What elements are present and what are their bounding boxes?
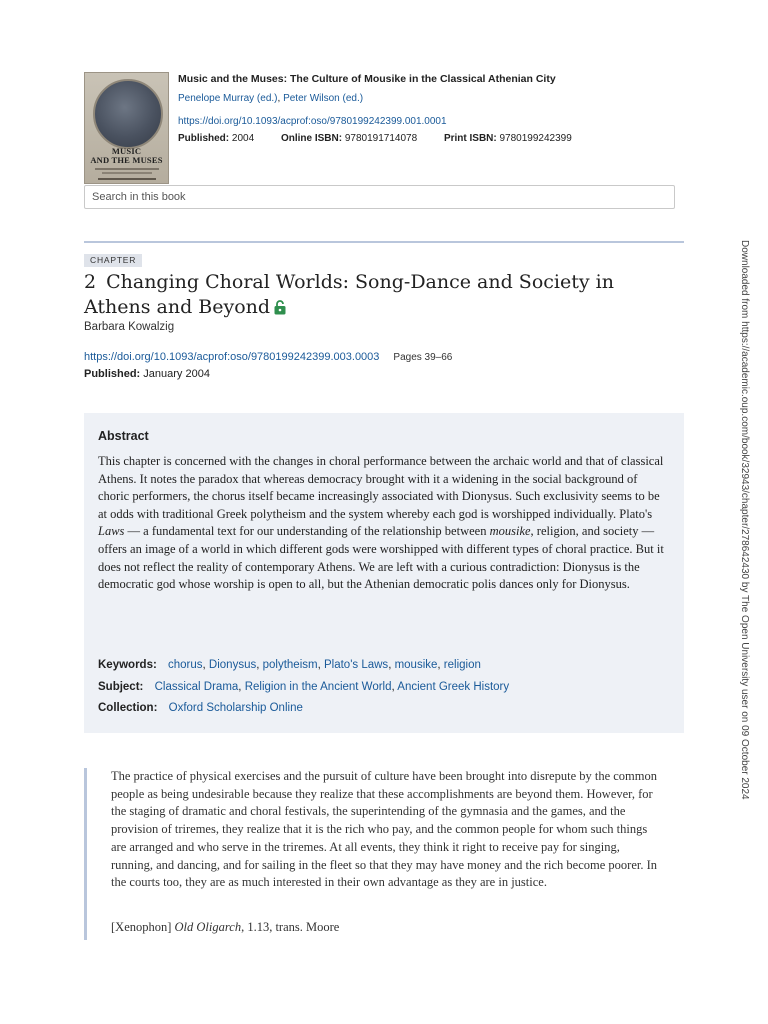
- collection-label: Collection:: [98, 702, 158, 714]
- cover-illustration: [93, 79, 163, 149]
- abstract-text-part: , religion, and society — offers an image of a world in which different gods were worshipped with different types of choral practice. But it does not reflect the reality of contemporary Athens. We are left with a curious contradiction: Dionysus is the democratic god whose worship is open to all, but the Athenian democratic polis dances only for Dionysus.: [98, 524, 664, 592]
- chapter-published-value: January 2004: [143, 368, 210, 380]
- book-title: Music and the Muses: The Culture of Mousike in the Classical Athenian City: [178, 73, 556, 85]
- cover-title-line1: MUSIC: [111, 146, 142, 156]
- epigraph-blockquote: [84, 768, 664, 940]
- epigraph-source: [111, 920, 339, 935]
- abstract-text-part: This chapter is concerned with the changes in choral performance between the archaic world and that of classical Athens. It notes the paradox that whereas democracy brought with it a widening in the social background of choric performers, the chorus itself became increasingly associated with Dionysus. Such exclusivity seems to be at odds with traditional Greek polytheism and the system whereby each god is worshipped individually. Plato's: [98, 454, 664, 521]
- cover-editors-line: [98, 178, 156, 180]
- keyword-link[interactable]: Plato's Laws: [323, 659, 389, 671]
- abstract-heading: Abstract: [98, 429, 149, 443]
- cover-subtitle-line: [95, 168, 159, 170]
- keyword-link[interactable]: polytheism: [262, 659, 318, 671]
- abstract-text-italic: Laws: [98, 524, 125, 539]
- online-isbn-label: Online ISBN:: [280, 133, 343, 144]
- keyword-link[interactable]: Dionysus: [208, 659, 257, 671]
- epigraph-source-work: Old Oligarch: [174, 920, 242, 934]
- epigraph-source-rest: , 1.13, trans. Moore: [241, 920, 340, 934]
- keyword-link[interactable]: chorus: [168, 659, 203, 671]
- download-stamp: Downloaded from https://academic.oup.com/book/32943/chapter/278642430 by The Open University user on 09 October 2024: [739, 240, 750, 800]
- chapter-title: [84, 270, 664, 322]
- epigraph-text: The practice of physical exercises and the pursuit of culture have been brought into disrepute by the common people as being undesirable because they realize that these accomplishments are beyond them. However, for the staging of dramatic and choral festivals, the superintending of the gymnasia and the games, and the provision of triremes, they realize that it is the rich who pay, and the common people for whom such things are arranged and who serve in the triremes. At all events, they think it right to receive pay for singing, running, and dancing, and for sailing in the fleet so that they may have money and the rich become poorer. In the courts too, they are as much interested in their own advantage as they are in justice.: [111, 769, 658, 890]
- chapter-published-label: Published:: [84, 368, 141, 380]
- abstract-text-italic: mousike: [489, 524, 531, 539]
- print-isbn-label: Print ISBN:: [443, 133, 497, 144]
- chapter-pages: Pages 39–66: [393, 352, 453, 363]
- editor-link[interactable]: Penelope Murray (ed.): [178, 93, 278, 104]
- collection-row: [98, 702, 303, 714]
- subject-row: Subject: Classical Drama, Religion in the Ancient World, Ancient Greek History: [98, 681, 510, 693]
- chapter-doi-row: [84, 351, 452, 363]
- abstract-text-part: — a fundamental text for our understanding of the relationship between: [124, 524, 490, 539]
- chapter-publication-date: [84, 368, 210, 380]
- chapter-badge: CHAPTER: [84, 254, 142, 267]
- cover-title-line2: AND THE MUSES: [90, 155, 163, 165]
- book-editors: [178, 93, 363, 104]
- collection-link[interactable]: Oxford Scholarship Online: [168, 702, 303, 714]
- chapter-number: 2: [84, 271, 97, 293]
- keywords-row: Keywords: chorus, Dionysus, polytheism, Plato's Laws, mousike, religion: [98, 659, 481, 671]
- editor-separator: ,: [277, 93, 284, 104]
- cover-text: [85, 147, 168, 180]
- keywords-label: Keywords:: [98, 659, 157, 671]
- book-doi-link[interactable]: https://doi.org/10.1093/acprof:oso/9780199242399.001.0001: [178, 116, 447, 127]
- subject-link[interactable]: Religion in the Ancient World: [244, 681, 392, 693]
- chapter-title-text: Changing Choral Worlds: Song-Dance and Society in Athens and Beyond: [84, 271, 614, 318]
- subject-link[interactable]: Ancient Greek History: [397, 681, 510, 693]
- section-divider: [84, 241, 684, 243]
- subject-link[interactable]: Classical Drama: [154, 681, 239, 693]
- keyword-link[interactable]: mousike: [394, 659, 438, 671]
- abstract-panel: [84, 413, 684, 733]
- search-in-book-input[interactable]: Search in this book: [84, 185, 675, 209]
- lock-open-icon: [274, 297, 286, 322]
- chapter-doi-link[interactable]: https://doi.org/10.1093/acprof:oso/9780199242399.003.0003: [84, 351, 380, 363]
- epigraph-source-author: [Xenophon]: [111, 920, 175, 934]
- book-publication-info: [178, 133, 572, 144]
- subject-label: Subject:: [98, 681, 144, 693]
- online-isbn-value: 9780191714078: [344, 133, 418, 144]
- keyword-link[interactable]: religion: [443, 659, 481, 671]
- cover-subtitle-line: [102, 172, 152, 174]
- chapter-author: Barbara Kowalzig: [84, 321, 175, 333]
- published-label: Published:: [178, 133, 230, 144]
- abstract-text: [98, 453, 670, 594]
- editor-link[interactable]: Peter Wilson (ed.): [283, 93, 364, 104]
- published-value: 2004: [231, 133, 255, 144]
- book-cover[interactable]: [84, 72, 169, 184]
- print-isbn-value: 9780199242399: [499, 133, 572, 144]
